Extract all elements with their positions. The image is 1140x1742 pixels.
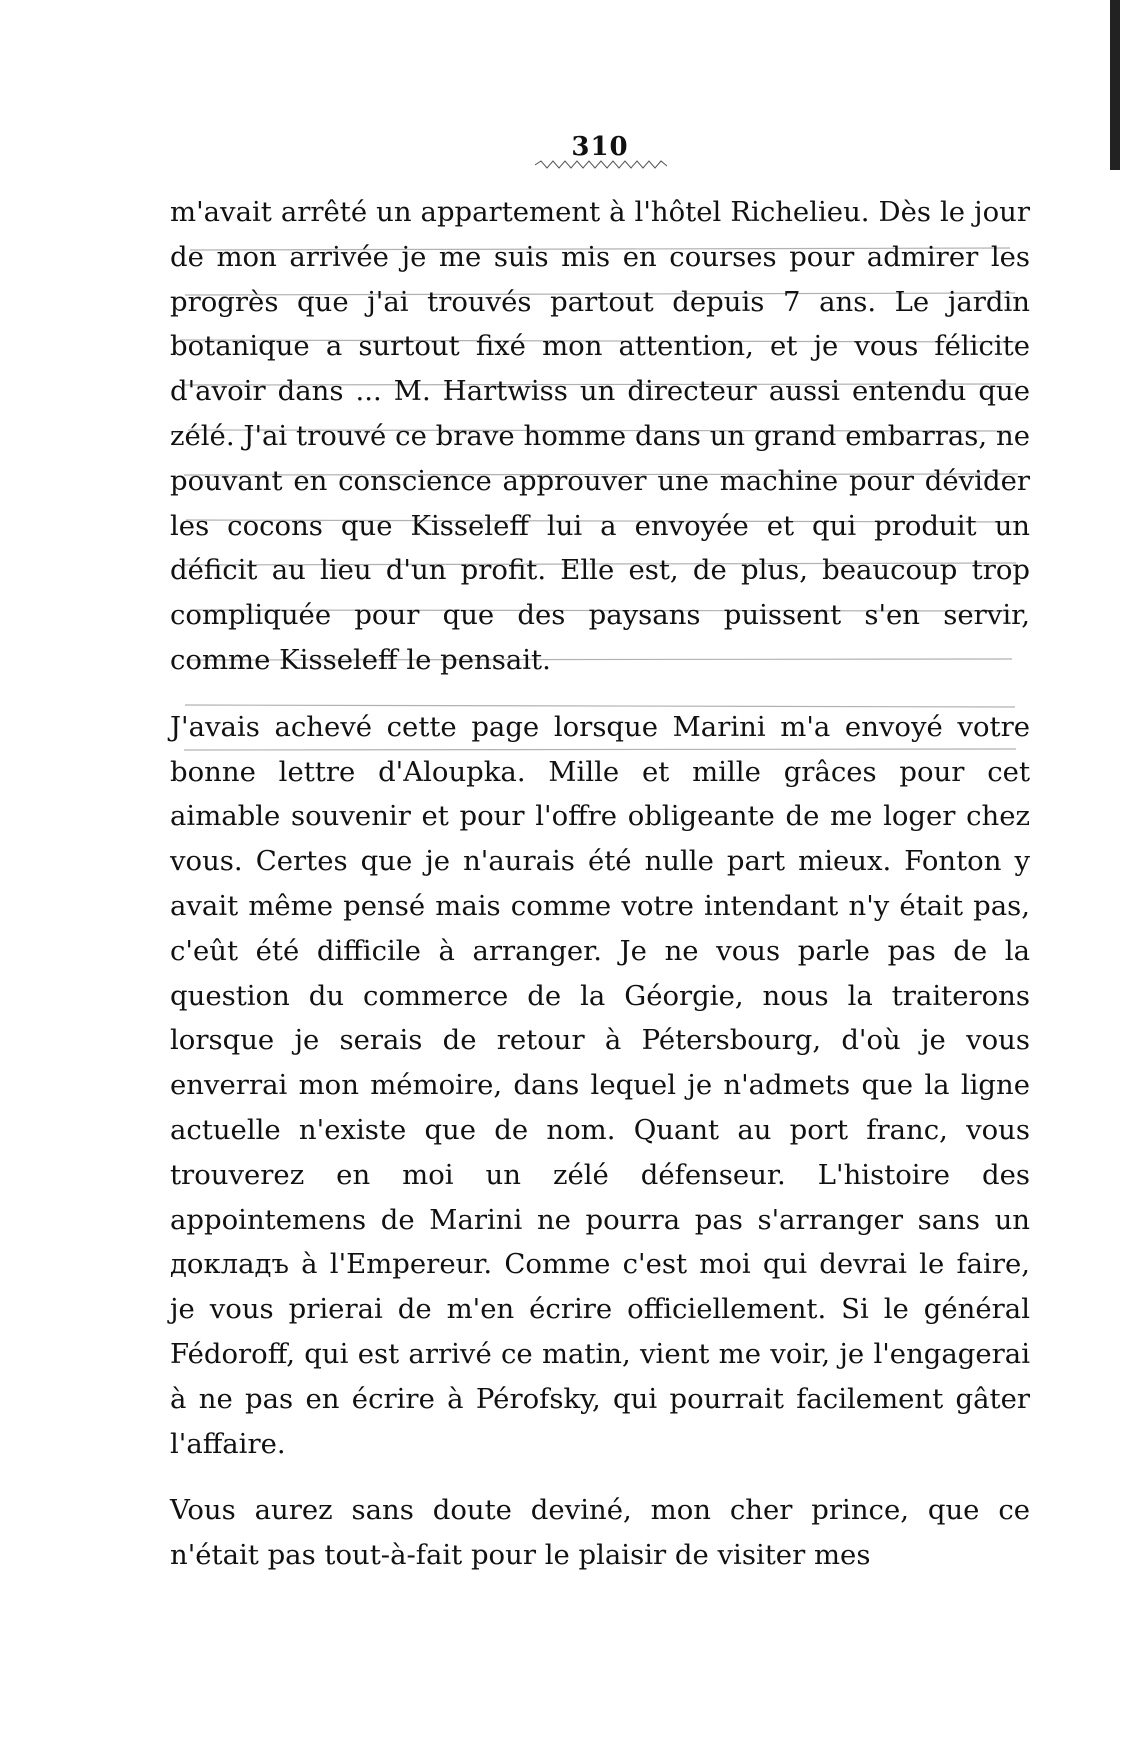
paragraph-1: m'avait arrêté un appartement à l'hôtel Richelieu. Dès le jour de mon arrivée je me suis mis en courses pour admirer les progrès que j'ai trouvés partout depuis 7 ans. Le jardin botanique a surtout fixé mon attention, et je vous félicite d'avoir dans ... M. Hartwiss un directeur aussi entendu que zélé. J'ai trouvé ce brave homme dans un grand embarras, ne pouvant en conscience approuver une machine pour dévider les cocons que Kisseleff lui a envoyée et qui produit un déficit au lieu d'un profit. Elle est, de plus, beaucoup trop compliquée pour que des paysans puissent s'en servir, comme Kisseleff le pensait.: [170, 196, 1030, 676]
paragraph-2: J'avais achevé cette page lorsque Marini m'a envoyé votre bonne lettre d'Aloupka. Mille et mille grâces pour cet aimable souvenir et pour l'offre obligeante de me loger chez vous. Certes que je n'aurais été nulle part mieux. Fonton y avait même pensé mais comme votre intendant n'y était pas, c'eût été difficile à arranger. Je ne vous parle pas de la question du commerce de la Géorgie, nous la traiterons lorsque je serais de retour à Pétersbourg, d'où je vous enverrai mon mémoire, dans lequel je n'admets que la ligne actuelle n'existe que de nom. Quant au port franc, vous trouverez en moi un zélé défenseur. L'histoire des appointemens de Marini ne pourra pas s'arranger sans un докладъ à l'Empereur. Comme c'est moi qui devrai le faire, je vous prierai de m'en écrire officiellement. Si le général Fédoroff, qui est arrivé ce matin, vient me voir, je l'engagerai à ne pas en écrire à Pérofsky, qui pourrait facilement gâter l'affaire.: [170, 710, 1030, 1460]
book-page: [170, 0, 1030, 1742]
body-text: [170, 190, 1030, 1578]
page-number: 310: [571, 132, 629, 162]
paragraph-3: Vous aurez sans doute deviné, mon cher prince, que ce n'était pas tout-à-fait pour le plaisir de visiter mes: [170, 1494, 1030, 1572]
margin-edge-mark: [1110, 0, 1120, 170]
decorative-squiggle: [535, 160, 670, 170]
